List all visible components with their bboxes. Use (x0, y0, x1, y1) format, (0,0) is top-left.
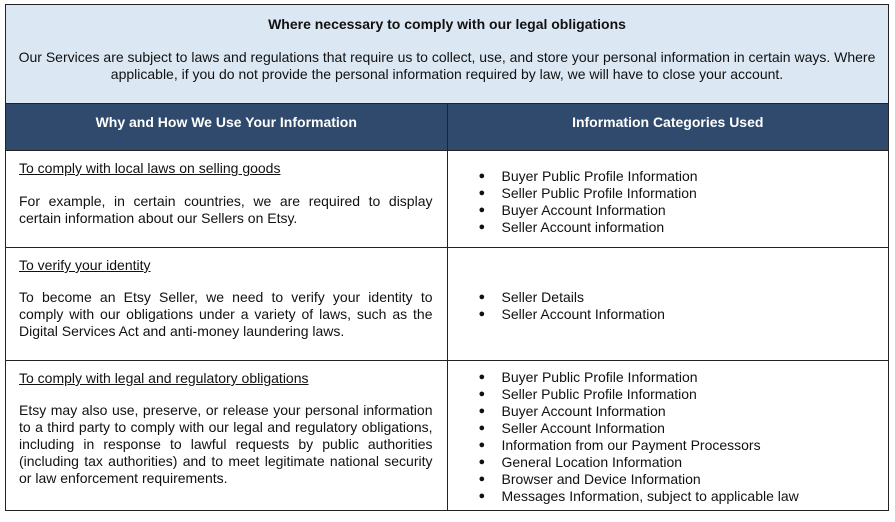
categories-cell (447, 248, 889, 361)
categories-cell (447, 361, 889, 511)
column-header-purpose-label: Why and How We Use Your Information (95, 114, 357, 130)
purpose-text: To become an Etsy Seller, we need to verify your identity to comply with our obligations under a variety of laws, such as the Digital Services Act and anti-money laundering laws. (19, 289, 433, 339)
list-item: ● General Location Information (502, 454, 889, 471)
categories-list (448, 168, 889, 236)
purpose-heading: To comply with legal and regulatory obligations (19, 370, 309, 386)
purpose-text: For example, in certain countries, we are required to display certain information about our Sellers on Etsy. (19, 193, 433, 226)
purpose-cell (6, 361, 448, 511)
list-item: ● Browser and Device Information (502, 471, 889, 488)
list-item: ● Seller Account Information (502, 306, 889, 323)
list-item: ● Messages Information, subject to applicable law (502, 488, 889, 505)
list-item: ● Seller Details (502, 289, 889, 306)
purpose-cell (6, 151, 448, 248)
column-header-categories-label: Information Categories Used (572, 114, 764, 130)
list-item: ● Seller Public Profile Information (502, 386, 889, 403)
list-item: ● Seller Account information (502, 219, 889, 236)
list-item: ● Seller Account Information (502, 420, 889, 437)
column-header-purpose (6, 104, 448, 151)
table-row (6, 248, 889, 361)
list-item: ● Buyer Public Profile Information (502, 369, 889, 386)
purpose-text: Etsy may also use, preserve, or release your personal information to a third party to comply with our legal and regulatory obligations, including in response to lawful requests by public authorities (including tax authorities) and to meet legitimate national security or law enforcement requirements. (19, 402, 433, 486)
purpose-heading: To verify your identity (19, 257, 151, 273)
list-item: ● Buyer Account Information (502, 202, 889, 219)
purpose-cell (6, 248, 448, 361)
categories-list (448, 289, 889, 323)
list-item: ● Buyer Account Information (502, 403, 889, 420)
purpose-heading: To comply with local laws on selling goods (19, 160, 281, 176)
section-title: Where necessary to comply with our legal obligations (268, 16, 626, 32)
categories-list (448, 369, 889, 505)
list-item: ● Information from our Payment Processors (502, 437, 889, 454)
legal-obligations-table (5, 4, 889, 511)
list-item: ● Seller Public Profile Information (502, 185, 889, 202)
column-header-categories (447, 104, 889, 151)
section-banner (6, 5, 889, 104)
table-row (6, 361, 889, 511)
categories-cell (447, 151, 889, 248)
section-description: Our Services are subject to laws and regulations that require us to collect, use, and store your personal information in certain ways. Where applicable, if you do not provide the personal information required by law, we will have to close your account. (18, 49, 876, 82)
table-row (6, 151, 889, 248)
legal-obligations-table-container (5, 4, 889, 511)
list-item: ● Buyer Public Profile Information (502, 168, 889, 185)
